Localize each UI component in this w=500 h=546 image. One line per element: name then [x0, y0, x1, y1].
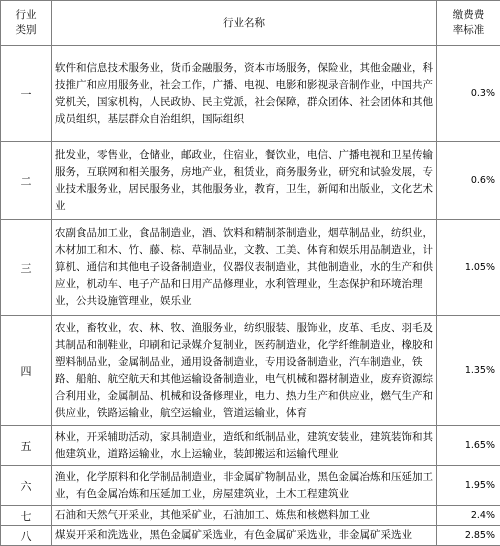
rate-cell: 2.85% — [437, 526, 500, 546]
industry-name-cell: 煤炭开采和洗选业，黑色金属矿采选业，有色金属矿采选业，非金属矿采选业 — [52, 526, 437, 546]
category-cell: 八 — [1, 526, 52, 546]
rate-cell: 2.4% — [437, 506, 500, 526]
table-header-row — [1, 1, 500, 46]
table-row — [1, 220, 500, 316]
table-row — [1, 142, 500, 220]
industry-name-cell: 石油和天然气开采业，其他采矿业，石油加工、炼焦和核燃料加工业 — [52, 506, 437, 526]
industry-name-cell: 林业，开采辅助活动，家具制造业，造纸和纸制品业，建筑安装业，建筑装饰和其他建筑业，道路运输业，水上运输业，装卸搬运和运输代理业 — [52, 426, 437, 466]
header-rate: 缴费费 率标准 — [437, 1, 500, 46]
table-row — [1, 526, 500, 546]
category-cell: 一 — [1, 46, 52, 142]
industry-name-cell: 农副食品加工业，食品制造业，酒、饮料和精制茶制造业，烟草制品业，纺织业，木材加工和木、竹、藤、棕、草制品业，文教、工美、体育和娱乐用品制造业，计算机、通信和其他电子设备制造业，仪器仪表制造业，其他制造业，水的生产和供应业，机动车、电子产品和日用产品修理业，水利管理业，生态保护和环境治理业，公共设施管理业，娱乐业 — [52, 220, 437, 316]
category-cell: 三 — [1, 220, 52, 316]
category-cell: 六 — [1, 466, 52, 506]
table-row — [1, 466, 500, 506]
table-row — [1, 316, 500, 426]
header-name: 行业名称 — [52, 1, 437, 46]
rate-cell: 1.65% — [437, 426, 500, 466]
industry-name-cell: 批发业，零售业，仓储业，邮政业，住宿业，餐饮业，电信、广播电视和卫星传输服务，互联网和相关服务，房地产业，租赁业，商务服务业，研究和试验发展，专业技术服务业，居民服务业，其他服务业，教育，卫生，新闻和出版业，文化艺术业 — [52, 142, 437, 220]
rate-cell: 0.6% — [437, 142, 500, 220]
rate-cell: 1.35% — [437, 316, 500, 426]
category-cell: 五 — [1, 426, 52, 466]
rate-cell: 1.05% — [437, 220, 500, 316]
industry-name-cell: 渔业，化学原料和化学制品制造业，非金属矿物制品业，黑色金属冶炼和压延加工业，有色金属冶炼和压延加工业，房屋建筑业，土木工程建筑业 — [52, 466, 437, 506]
table-row — [1, 46, 500, 142]
header-category: 行业 类别 — [1, 1, 52, 46]
table-row — [1, 506, 500, 526]
rate-cell: 0.3% — [437, 46, 500, 142]
table-row — [1, 426, 500, 466]
industry-name-cell: 软件和信息技术服务业，货币金融服务，资本市场服务，保险业，其他金融业，科技推广和应用服务业，社会工作，广播、电视、电影和影视录音制作业，中国共产党机关，国家机构，人民政协、民主党派，社会保障，群众团体、社会团体和其他成员组织，基层群众自治组织，国际组织 — [52, 46, 437, 142]
category-cell: 四 — [1, 316, 52, 426]
category-cell: 七 — [1, 506, 52, 526]
category-cell: 二 — [1, 142, 52, 220]
rate-cell: 1.95% — [437, 466, 500, 506]
industry-name-cell: 农业，畜牧业，农、林、牧、渔服务业，纺织服装、服饰业，皮革、毛皮、羽毛及其制品和制鞋业，印刷和记录媒介复制业，医药制造业，化学纤维制造业，橡胶和塑料制品业，金属制品业，通用设备制造业，专用设备制造业，汽车制造业，铁路、船舶、航空航天和其他运输设备制造业，电气机械和器材制造业，废弃资源综合利用业，金属制品、机械和设备修理业，电力、热力生产和供应业，燃气生产和供应业，铁路运输业，航空运输业，管道运输业，体育 — [52, 316, 437, 426]
